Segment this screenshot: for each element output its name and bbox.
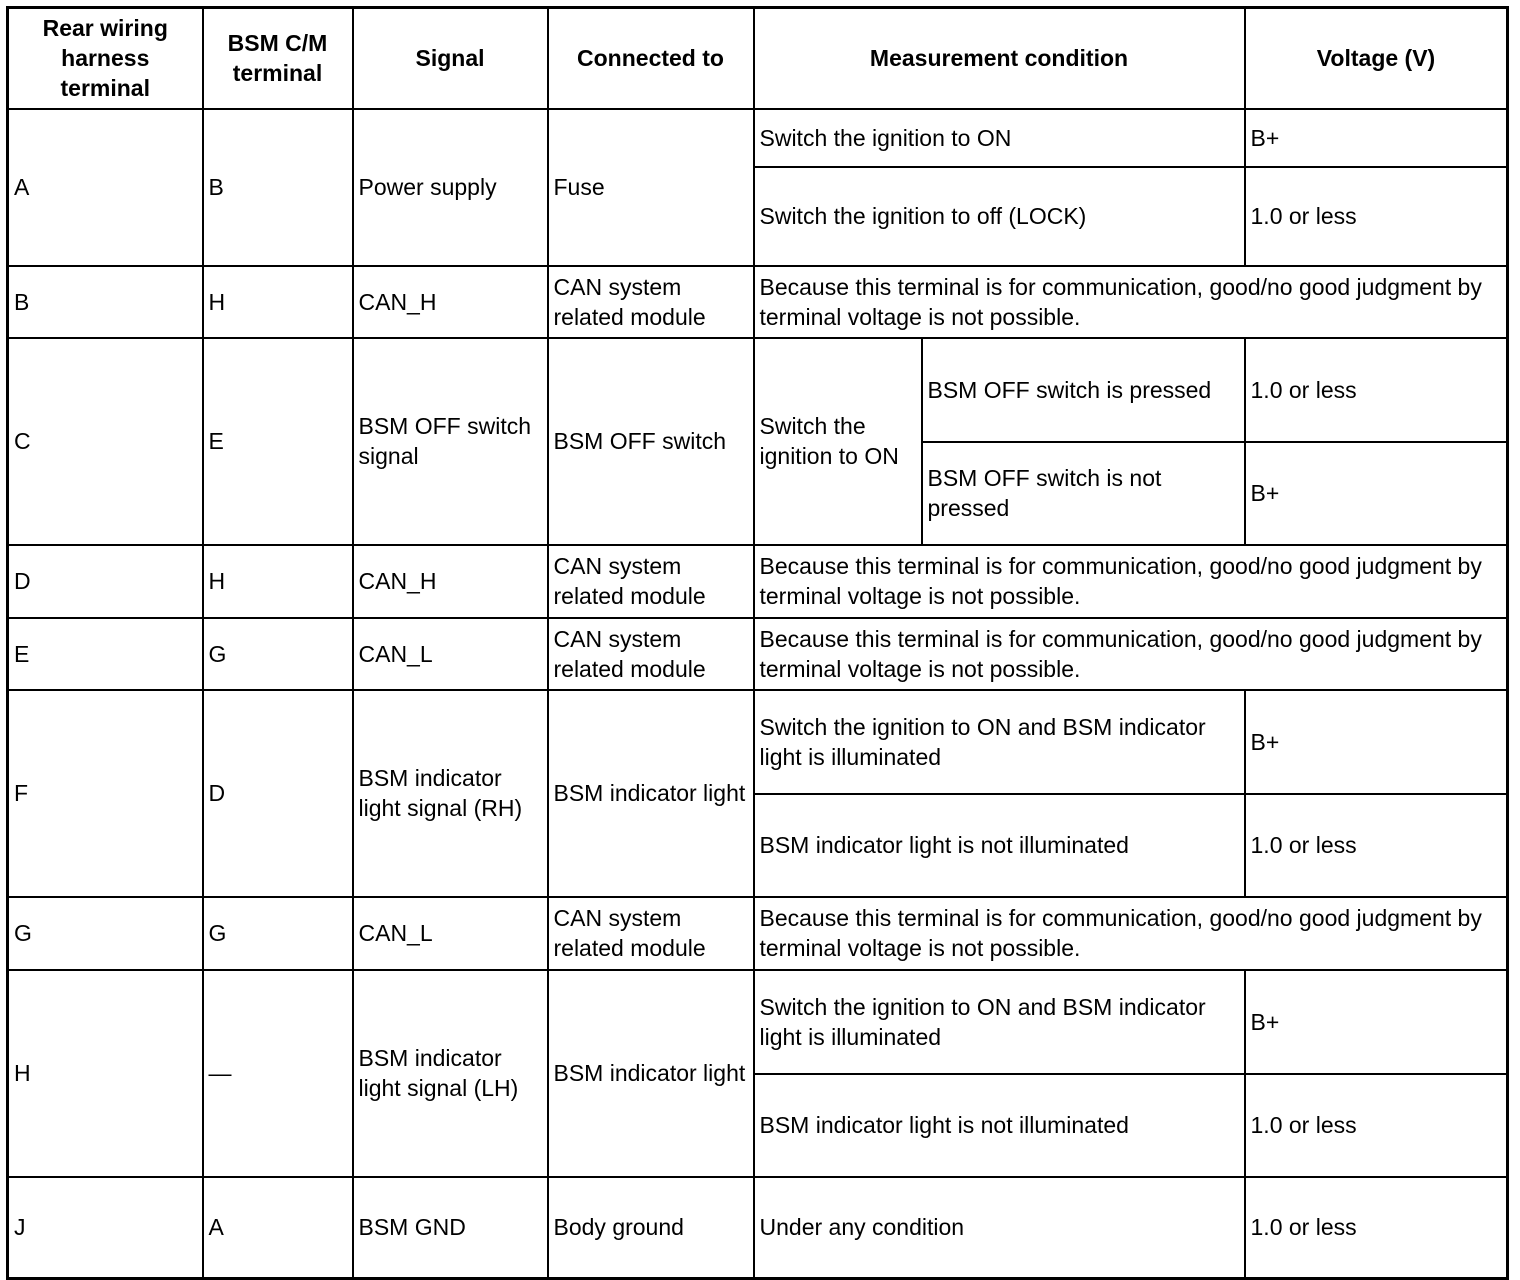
- table-row: [8, 970, 1508, 1074]
- table-row: [8, 618, 1508, 690]
- connected-to-cell: Body ground: [548, 1177, 754, 1279]
- signal-cell: CAN_L: [353, 897, 548, 970]
- voltage-cell: B+: [1245, 109, 1508, 167]
- bsm-terminal-cell: G: [203, 618, 353, 690]
- voltage-cell: B+: [1245, 970, 1508, 1074]
- bsm-terminal-cell: E: [203, 338, 353, 545]
- header-measurement-condition: Measurement condition: [754, 8, 1245, 109]
- connected-to-cell: BSM OFF switch: [548, 338, 754, 545]
- connected-to-cell: CAN system related module: [548, 266, 754, 338]
- bsm-terminal-cell: A: [203, 1177, 353, 1279]
- header-row: [8, 8, 1508, 109]
- bsm-terminal-cell: —: [203, 970, 353, 1177]
- connected-to-cell: BSM indicator light: [548, 970, 754, 1177]
- voltage-cell: B+: [1245, 442, 1508, 545]
- signal-cell: Power supply: [353, 109, 548, 266]
- header-bsm-terminal: BSM C/M terminal: [203, 8, 353, 109]
- table-row: [8, 1177, 1508, 1279]
- table-row: [8, 897, 1508, 970]
- header-connected-to: Connected to: [548, 8, 754, 109]
- measurement-condition-cell: Switch the ignition to ON: [754, 338, 922, 545]
- measurement-condition-cell: Switch the ignition to off (LOCK): [754, 167, 1245, 266]
- table-row: [8, 266, 1508, 338]
- rear-terminal-cell: C: [8, 338, 203, 545]
- header-signal: Signal: [353, 8, 548, 109]
- header-rear-terminal: Rear wiring harness terminal: [8, 8, 203, 109]
- measurement-subcondition-cell: BSM OFF switch is pressed: [922, 338, 1245, 442]
- voltage-cell: 1.0 or less: [1245, 167, 1508, 266]
- connected-to-cell: CAN system related module: [548, 545, 754, 618]
- measurement-condition-cell: Switch the ignition to ON and BSM indicator light is illuminated: [754, 970, 1245, 1074]
- header-voltage: Voltage (V): [1245, 8, 1508, 109]
- rear-terminal-cell: E: [8, 618, 203, 690]
- bsm-terminal-cell: D: [203, 690, 353, 897]
- connected-to-cell: CAN system related module: [548, 897, 754, 970]
- measurement-condition-cell: BSM indicator light is not illuminated: [754, 1074, 1245, 1177]
- bsm-terminal-cell: B: [203, 109, 353, 266]
- rear-terminal-cell: D: [8, 545, 203, 618]
- communication-note-cell: Because this terminal is for communication, good/no good judgment by terminal voltage is not possible.: [754, 618, 1508, 690]
- rear-terminal-cell: F: [8, 690, 203, 897]
- voltage-cell: B+: [1245, 690, 1508, 794]
- signal-cell: CAN_H: [353, 545, 548, 618]
- communication-note-cell: Because this terminal is for communication, good/no good judgment by terminal voltage is not possible.: [754, 545, 1508, 618]
- table-row: [8, 545, 1508, 618]
- measurement-condition-cell: Under any condition: [754, 1177, 1245, 1279]
- voltage-cell: 1.0 or less: [1245, 1177, 1508, 1279]
- signal-cell: CAN_L: [353, 618, 548, 690]
- voltage-cell: 1.0 or less: [1245, 794, 1508, 897]
- connected-to-cell: BSM indicator light: [548, 690, 754, 897]
- bsm-terminal-cell: H: [203, 545, 353, 618]
- signal-cell: BSM GND: [353, 1177, 548, 1279]
- table-row: [8, 338, 1508, 442]
- signal-cell: BSM OFF switch signal: [353, 338, 548, 545]
- measurement-condition-cell: BSM indicator light is not illuminated: [754, 794, 1245, 897]
- signal-cell: BSM indicator light signal (RH): [353, 690, 548, 897]
- measurement-condition-cell: Switch the ignition to ON and BSM indicator light is illuminated: [754, 690, 1245, 794]
- rear-terminal-cell: J: [8, 1177, 203, 1279]
- communication-note-cell: Because this terminal is for communication, good/no good judgment by terminal voltage is not possible.: [754, 266, 1508, 338]
- terminal-inspection-table: [6, 6, 1509, 1280]
- table-row: [8, 690, 1508, 794]
- signal-cell: BSM indicator light signal (LH): [353, 970, 548, 1177]
- rear-terminal-cell: H: [8, 970, 203, 1177]
- voltage-cell: 1.0 or less: [1245, 338, 1508, 442]
- bsm-terminal-cell: G: [203, 897, 353, 970]
- communication-note-cell: Because this terminal is for communication, good/no good judgment by terminal voltage is not possible.: [754, 897, 1508, 970]
- measurement-subcondition-cell: BSM OFF switch is not pressed: [922, 442, 1245, 545]
- voltage-cell: 1.0 or less: [1245, 1074, 1508, 1177]
- signal-cell: CAN_H: [353, 266, 548, 338]
- table-row: [8, 109, 1508, 167]
- connected-to-cell: Fuse: [548, 109, 754, 266]
- bsm-terminal-cell: H: [203, 266, 353, 338]
- connected-to-cell: CAN system related module: [548, 618, 754, 690]
- rear-terminal-cell: A: [8, 109, 203, 266]
- rear-terminal-cell: B: [8, 266, 203, 338]
- rear-terminal-cell: G: [8, 897, 203, 970]
- measurement-condition-cell: Switch the ignition to ON: [754, 109, 1245, 167]
